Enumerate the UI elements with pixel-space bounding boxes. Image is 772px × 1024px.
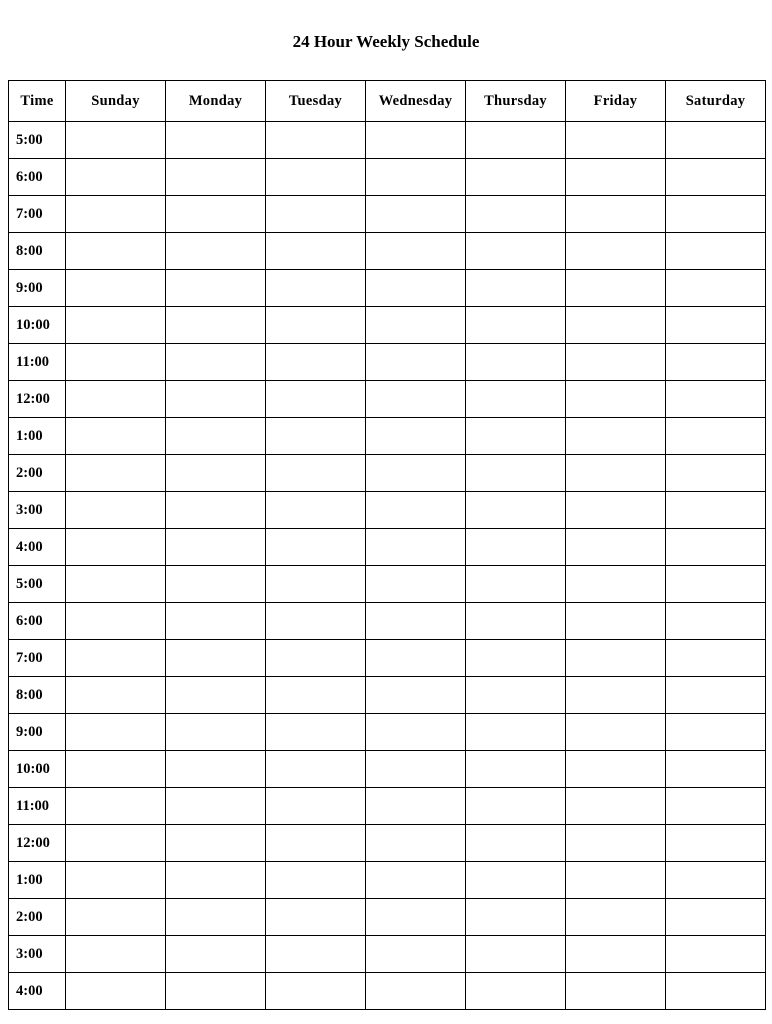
schedule-cell-saturday[interactable]	[666, 936, 766, 973]
schedule-cell-tuesday[interactable]	[266, 307, 366, 344]
schedule-cell-tuesday[interactable]	[266, 936, 366, 973]
table-row	[9, 825, 766, 862]
schedule-cell-tuesday[interactable]	[266, 603, 366, 640]
table-row	[9, 751, 766, 788]
schedule-cell-sunday[interactable]	[66, 270, 166, 307]
schedule-cell-monday[interactable]	[166, 788, 266, 825]
schedule-cell-sunday[interactable]	[66, 788, 166, 825]
schedule-cell-tuesday[interactable]	[266, 122, 366, 159]
table-row	[9, 196, 766, 233]
header-tuesday: Tuesday	[266, 81, 366, 122]
schedule-cell-wednesday[interactable]	[366, 233, 466, 270]
time-cell: 5:00	[9, 566, 66, 603]
time-cell: 1:00	[9, 862, 66, 899]
schedule-cell-wednesday[interactable]	[366, 159, 466, 196]
schedule-cell-thursday[interactable]	[466, 973, 566, 1010]
header-wednesday: Wednesday	[366, 81, 466, 122]
schedule-cell-thursday[interactable]	[466, 825, 566, 862]
schedule-cell-wednesday[interactable]	[366, 492, 466, 529]
page-title: 24 Hour Weekly Schedule	[292, 32, 480, 51]
schedule-cell-friday[interactable]	[566, 529, 666, 566]
schedule-cell-tuesday[interactable]	[266, 270, 366, 307]
schedule-cell-wednesday[interactable]	[366, 344, 466, 381]
schedule-cell-monday[interactable]	[166, 714, 266, 751]
schedule-cell-monday[interactable]	[166, 529, 266, 566]
schedule-cell-sunday[interactable]	[66, 455, 166, 492]
schedule-cell-monday[interactable]	[166, 677, 266, 714]
schedule-cell-sunday[interactable]	[66, 418, 166, 455]
schedule-cell-monday[interactable]	[166, 196, 266, 233]
table-row	[9, 159, 766, 196]
table-row	[9, 344, 766, 381]
time-cell: 12:00	[9, 825, 66, 862]
schedule-cell-tuesday[interactable]	[266, 677, 366, 714]
schedule-cell-friday[interactable]	[566, 344, 666, 381]
table-row	[9, 233, 766, 270]
schedule-cell-thursday[interactable]	[466, 640, 566, 677]
table-row	[9, 936, 766, 973]
schedule-cell-wednesday[interactable]	[366, 529, 466, 566]
schedule-cell-saturday[interactable]	[666, 566, 766, 603]
schedule-cell-friday[interactable]	[566, 862, 666, 899]
table-row	[9, 640, 766, 677]
schedule-cell-thursday[interactable]	[466, 455, 566, 492]
table-row	[9, 270, 766, 307]
time-cell: 3:00	[9, 492, 66, 529]
schedule-cell-tuesday[interactable]	[266, 196, 366, 233]
schedule-cell-sunday[interactable]	[66, 677, 166, 714]
schedule-cell-wednesday[interactable]	[366, 455, 466, 492]
schedule-cell-wednesday[interactable]	[366, 973, 466, 1010]
schedule-cell-friday[interactable]	[566, 196, 666, 233]
table-row	[9, 381, 766, 418]
schedule-cell-friday[interactable]	[566, 603, 666, 640]
schedule-cell-monday[interactable]	[166, 270, 266, 307]
table-row	[9, 418, 766, 455]
schedule-cell-sunday[interactable]	[66, 344, 166, 381]
schedule-cell-thursday[interactable]	[466, 196, 566, 233]
schedule-table	[8, 80, 766, 1010]
schedule-cell-wednesday[interactable]	[366, 751, 466, 788]
schedule-cell-sunday[interactable]	[66, 825, 166, 862]
time-cell: 12:00	[9, 381, 66, 418]
table-row	[9, 455, 766, 492]
schedule-cell-thursday[interactable]	[466, 788, 566, 825]
schedule-cell-sunday[interactable]	[66, 603, 166, 640]
schedule-cell-wednesday[interactable]	[366, 566, 466, 603]
schedule-cell-tuesday[interactable]	[266, 862, 366, 899]
schedule-cell-tuesday[interactable]	[266, 455, 366, 492]
schedule-cell-friday[interactable]	[566, 381, 666, 418]
schedule-cell-saturday[interactable]	[666, 122, 766, 159]
time-cell: 9:00	[9, 714, 66, 751]
table-row	[9, 122, 766, 159]
schedule-cell-wednesday[interactable]	[366, 677, 466, 714]
schedule-cell-thursday[interactable]	[466, 381, 566, 418]
schedule-cell-monday[interactable]	[166, 973, 266, 1010]
schedule-cell-friday[interactable]	[566, 418, 666, 455]
schedule-cell-friday[interactable]	[566, 492, 666, 529]
schedule-cell-monday[interactable]	[166, 159, 266, 196]
schedule-cell-saturday[interactable]	[666, 862, 766, 899]
header-row	[9, 81, 766, 122]
time-cell: 2:00	[9, 455, 66, 492]
schedule-cell-friday[interactable]	[566, 455, 666, 492]
time-cell: 11:00	[9, 788, 66, 825]
time-cell: 4:00	[9, 973, 66, 1010]
schedule-cell-thursday[interactable]	[466, 677, 566, 714]
schedule-cell-thursday[interactable]	[466, 159, 566, 196]
schedule-cell-tuesday[interactable]	[266, 640, 366, 677]
schedule-cell-saturday[interactable]	[666, 381, 766, 418]
schedule-cell-wednesday[interactable]	[366, 196, 466, 233]
schedule-cell-tuesday[interactable]	[266, 233, 366, 270]
schedule-cell-sunday[interactable]	[66, 714, 166, 751]
schedule-cell-tuesday[interactable]	[266, 529, 366, 566]
schedule-cell-friday[interactable]	[566, 640, 666, 677]
schedule-cell-friday[interactable]	[566, 233, 666, 270]
schedule-cell-monday[interactable]	[166, 936, 266, 973]
time-cell: 6:00	[9, 603, 66, 640]
schedule-cell-saturday[interactable]	[666, 603, 766, 640]
time-cell: 6:00	[9, 159, 66, 196]
schedule-cell-thursday[interactable]	[466, 714, 566, 751]
schedule-cell-saturday[interactable]	[666, 973, 766, 1010]
schedule-cell-thursday[interactable]	[466, 270, 566, 307]
schedule-cell-sunday[interactable]	[66, 973, 166, 1010]
time-cell: 8:00	[9, 677, 66, 714]
schedule-cell-tuesday[interactable]	[266, 973, 366, 1010]
schedule-cell-wednesday[interactable]	[366, 418, 466, 455]
schedule-cell-tuesday[interactable]	[266, 825, 366, 862]
time-cell: 4:00	[9, 529, 66, 566]
schedule-cell-friday[interactable]	[566, 714, 666, 751]
schedule-cell-friday[interactable]	[566, 936, 666, 973]
header-saturday: Saturday	[666, 81, 766, 122]
time-cell: 2:00	[9, 899, 66, 936]
schedule-cell-monday[interactable]	[166, 603, 266, 640]
table-row	[9, 788, 766, 825]
schedule-cell-tuesday[interactable]	[266, 714, 366, 751]
schedule-cell-thursday[interactable]	[466, 936, 566, 973]
schedule-cell-wednesday[interactable]	[366, 825, 466, 862]
schedule-cell-sunday[interactable]	[66, 381, 166, 418]
schedule-cell-monday[interactable]	[166, 233, 266, 270]
schedule-cell-saturday[interactable]	[666, 751, 766, 788]
schedule-cell-thursday[interactable]	[466, 122, 566, 159]
schedule-cell-saturday[interactable]	[666, 677, 766, 714]
schedule-cell-saturday[interactable]	[666, 344, 766, 381]
schedule-cell-tuesday[interactable]	[266, 751, 366, 788]
schedule-cell-wednesday[interactable]	[366, 603, 466, 640]
schedule-cell-thursday[interactable]	[466, 529, 566, 566]
schedule-cell-wednesday[interactable]	[366, 270, 466, 307]
schedule-cell-thursday[interactable]	[466, 492, 566, 529]
schedule-cell-tuesday[interactable]	[266, 159, 366, 196]
schedule-cell-wednesday[interactable]	[366, 788, 466, 825]
schedule-cell-tuesday[interactable]	[266, 344, 366, 381]
schedule-cell-saturday[interactable]	[666, 159, 766, 196]
schedule-cell-saturday[interactable]	[666, 270, 766, 307]
table-row	[9, 529, 766, 566]
time-cell: 3:00	[9, 936, 66, 973]
schedule-cell-saturday[interactable]	[666, 899, 766, 936]
schedule-cell-friday[interactable]	[566, 677, 666, 714]
schedule-cell-friday[interactable]	[566, 159, 666, 196]
schedule-cell-friday[interactable]	[566, 566, 666, 603]
table-row	[9, 566, 766, 603]
schedule-cell-friday[interactable]	[566, 122, 666, 159]
schedule-cell-friday[interactable]	[566, 307, 666, 344]
schedule-cell-thursday[interactable]	[466, 862, 566, 899]
schedule-cell-friday[interactable]	[566, 899, 666, 936]
schedule-cell-saturday[interactable]	[666, 307, 766, 344]
schedule-cell-sunday[interactable]	[66, 899, 166, 936]
schedule-cell-wednesday[interactable]	[366, 714, 466, 751]
schedule-cell-sunday[interactable]	[66, 233, 166, 270]
time-cell: 8:00	[9, 233, 66, 270]
schedule-cell-sunday[interactable]	[66, 936, 166, 973]
schedule-cell-friday[interactable]	[566, 973, 666, 1010]
schedule-cell-sunday[interactable]	[66, 307, 166, 344]
schedule-cell-saturday[interactable]	[666, 196, 766, 233]
schedule-cell-monday[interactable]	[166, 862, 266, 899]
schedule-cell-tuesday[interactable]	[266, 492, 366, 529]
schedule-cell-tuesday[interactable]	[266, 566, 366, 603]
schedule-cell-thursday[interactable]	[466, 307, 566, 344]
schedule-cell-wednesday[interactable]	[366, 936, 466, 973]
schedule-cell-sunday[interactable]	[66, 122, 166, 159]
time-cell: 1:00	[9, 418, 66, 455]
schedule-cell-wednesday[interactable]	[366, 381, 466, 418]
schedule-cell-monday[interactable]	[166, 566, 266, 603]
schedule-cell-saturday[interactable]	[666, 640, 766, 677]
schedule-cell-thursday[interactable]	[466, 233, 566, 270]
schedule-cell-monday[interactable]	[166, 492, 266, 529]
table-row	[9, 973, 766, 1010]
table-row	[9, 714, 766, 751]
schedule-cell-monday[interactable]	[166, 122, 266, 159]
schedule-cell-saturday[interactable]	[666, 825, 766, 862]
schedule-cell-wednesday[interactable]	[366, 307, 466, 344]
schedule-cell-thursday[interactable]	[466, 566, 566, 603]
time-cell: 9:00	[9, 270, 66, 307]
time-cell: 5:00	[9, 122, 66, 159]
schedule-cell-monday[interactable]	[166, 418, 266, 455]
header-friday: Friday	[566, 81, 666, 122]
schedule-cell-wednesday[interactable]	[366, 640, 466, 677]
schedule-cell-monday[interactable]	[166, 307, 266, 344]
schedule-cell-thursday[interactable]	[466, 899, 566, 936]
header-sunday: Sunday	[66, 81, 166, 122]
schedule-cell-tuesday[interactable]	[266, 418, 366, 455]
schedule-cell-saturday[interactable]	[666, 418, 766, 455]
schedule-cell-saturday[interactable]	[666, 714, 766, 751]
schedule-cell-wednesday[interactable]	[366, 862, 466, 899]
table-row	[9, 899, 766, 936]
schedule-cell-thursday[interactable]	[466, 344, 566, 381]
table-row	[9, 307, 766, 344]
schedule-cell-monday[interactable]	[166, 899, 266, 936]
schedule-cell-thursday[interactable]	[466, 418, 566, 455]
schedule-cell-monday[interactable]	[166, 640, 266, 677]
time-cell: 7:00	[9, 196, 66, 233]
schedule-cell-tuesday[interactable]	[266, 899, 366, 936]
schedule-cell-wednesday[interactable]	[366, 122, 466, 159]
table-row	[9, 603, 766, 640]
time-cell: 11:00	[9, 344, 66, 381]
schedule-cell-thursday[interactable]	[466, 603, 566, 640]
time-cell: 7:00	[9, 640, 66, 677]
schedule-cell-sunday[interactable]	[66, 196, 166, 233]
table-row	[9, 677, 766, 714]
schedule-cell-monday[interactable]	[166, 455, 266, 492]
table-row	[9, 492, 766, 529]
table-row	[9, 862, 766, 899]
schedule-cell-friday[interactable]	[566, 825, 666, 862]
schedule-cell-friday[interactable]	[566, 751, 666, 788]
schedule-cell-friday[interactable]	[566, 270, 666, 307]
schedule-cell-sunday[interactable]	[66, 529, 166, 566]
schedule-cell-monday[interactable]	[166, 344, 266, 381]
header-time: Time	[9, 81, 66, 122]
schedule-cell-saturday[interactable]	[666, 492, 766, 529]
schedule-cell-monday[interactable]	[166, 825, 266, 862]
schedule-cell-wednesday[interactable]	[366, 899, 466, 936]
schedule-cell-monday[interactable]	[166, 381, 266, 418]
schedule-cell-saturday[interactable]	[666, 233, 766, 270]
time-cell: 10:00	[9, 307, 66, 344]
schedule-cell-saturday[interactable]	[666, 455, 766, 492]
schedule-cell-thursday[interactable]	[466, 751, 566, 788]
header-thursday: Thursday	[466, 81, 566, 122]
schedule-cell-friday[interactable]	[566, 788, 666, 825]
schedule-cell-sunday[interactable]	[66, 640, 166, 677]
schedule-cell-sunday[interactable]	[66, 492, 166, 529]
schedule-cell-sunday[interactable]	[66, 566, 166, 603]
schedule-cell-sunday[interactable]	[66, 862, 166, 899]
schedule-cell-sunday[interactable]	[66, 159, 166, 196]
schedule-cell-tuesday[interactable]	[266, 788, 366, 825]
header-monday: Monday	[166, 81, 266, 122]
schedule-cell-tuesday[interactable]	[266, 381, 366, 418]
time-cell: 10:00	[9, 751, 66, 788]
schedule-cell-sunday[interactable]	[66, 751, 166, 788]
schedule-cell-saturday[interactable]	[666, 788, 766, 825]
schedule-cell-monday[interactable]	[166, 751, 266, 788]
schedule-cell-saturday[interactable]	[666, 529, 766, 566]
